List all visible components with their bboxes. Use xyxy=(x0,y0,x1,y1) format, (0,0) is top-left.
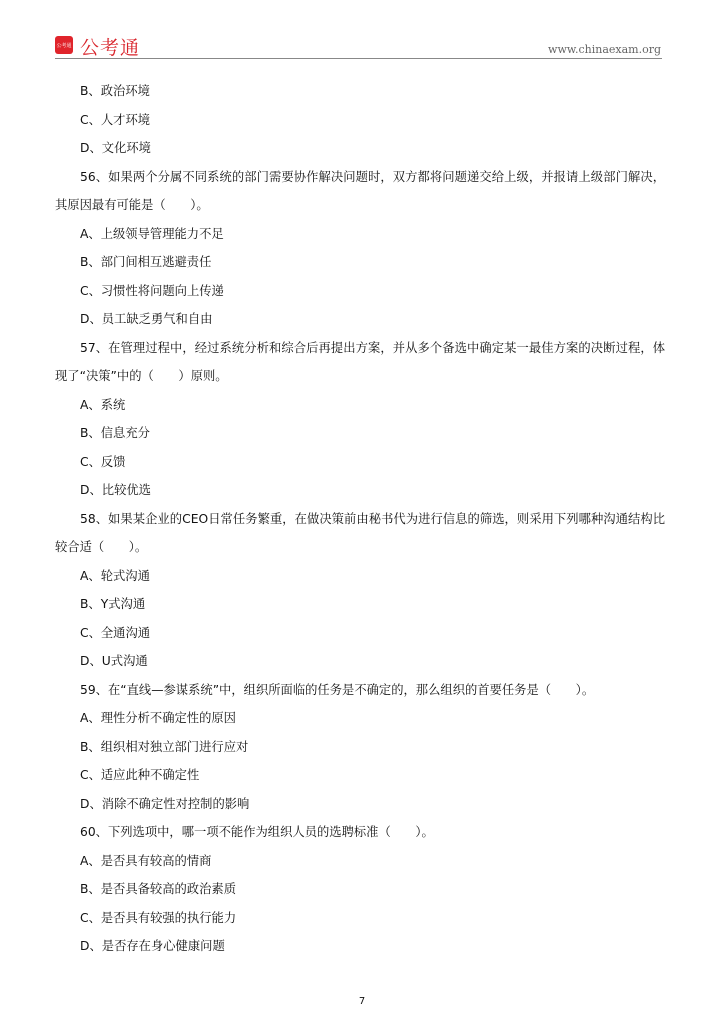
site-url: www.chinaexam.org xyxy=(548,43,661,56)
question-text: 56、如果两个分属不同系统的部门需要协作解决问题时，双方都将问题递交给上级，并报请上级部门解决，其原因最有可能是（ ）。 xyxy=(55,169,665,212)
option: B、部门间相互逃避责任 xyxy=(80,255,212,269)
option: A、系统 xyxy=(80,397,126,412)
option: C、适应此种不确定性 xyxy=(80,768,200,782)
option: B、信息充分 xyxy=(80,426,150,440)
option: B、Y式沟通 xyxy=(80,597,146,611)
option: C、反馈 xyxy=(80,454,126,469)
option: C、习惯性将问题向上传递 xyxy=(80,283,224,298)
option: D、比较优选 xyxy=(80,483,151,497)
option: A、轮式沟通 xyxy=(80,568,150,583)
option: B、政治环境 xyxy=(80,84,150,98)
option: D、员工缺乏勇气和自由 xyxy=(80,312,213,326)
option: A、上级领导管理能力不足 xyxy=(80,226,224,241)
option: B、组织相对独立部门进行应对 xyxy=(80,739,249,754)
question-text: 60、下列选项中，哪一项不能作为组织人员的选聘标准（ ）。 xyxy=(80,825,434,839)
option: A、是否具有较高的情商 xyxy=(80,853,212,868)
content xyxy=(55,77,665,961)
page-number: 7 xyxy=(358,996,366,1007)
header-divider xyxy=(55,58,662,59)
logo-icon: 公考通 xyxy=(55,36,73,54)
question-text: 59、在“直线—参谋系统”中，组织所面临的任务是不确定的，那么组织的首要任务是（ ）。 xyxy=(80,682,595,697)
option: C、全通沟通 xyxy=(80,625,151,640)
logo-text: 公考通 xyxy=(80,37,141,59)
option: D、U式沟通 xyxy=(80,654,148,668)
option: B、是否具备较高的政治素质 xyxy=(80,882,236,896)
option: D、文化环境 xyxy=(80,141,151,155)
option: C、人才环境 xyxy=(80,112,151,127)
question-text: 58、如果某企业的CEO日常任务繁重，在做决策前由秘书代为进行信息的筛选，则采用下列哪种沟通结构比较合适（ ）。 xyxy=(55,511,665,554)
question-text: 57、在管理过程中，经过系统分析和综合后再提出方案，并从多个备选中确定某一最佳方案的决断过程，体现了“决策”中的（ ）原则。 xyxy=(55,340,665,383)
option: D、消除不确定性对控制的影响 xyxy=(80,796,250,811)
option: C、是否具有较强的执行能力 xyxy=(80,910,237,925)
option: A、理性分析不确定性的原因 xyxy=(80,711,236,725)
option: D、是否存在身心健康问题 xyxy=(80,939,225,953)
